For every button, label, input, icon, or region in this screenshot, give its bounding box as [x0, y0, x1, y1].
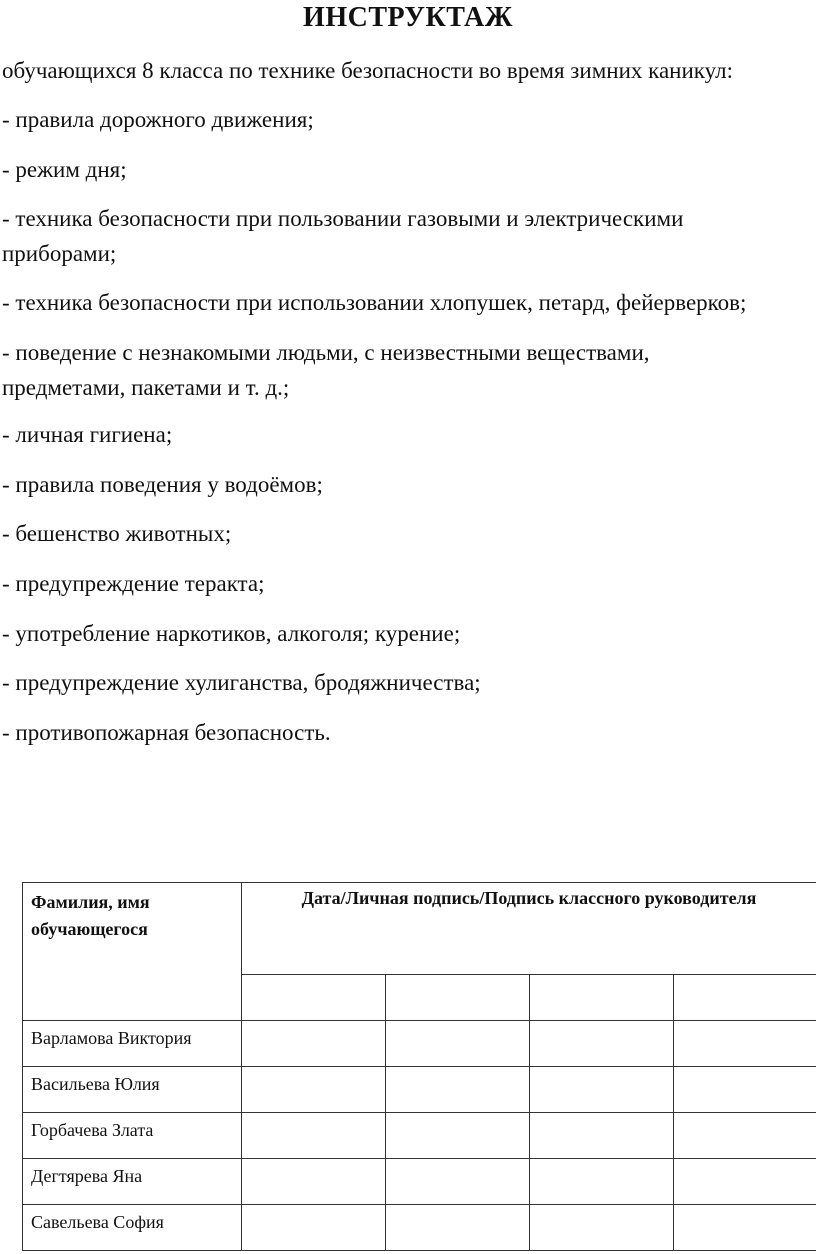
table-header-row: [23, 883, 816, 975]
table-row: [23, 1159, 816, 1205]
list-item: - правила дорожного движения;: [2, 107, 314, 132]
header-student-name: Фамилия, имя обучающегося: [23, 883, 242, 1021]
signature-cell[interactable]: [386, 1067, 530, 1113]
student-name: Дегтярева Яна: [23, 1159, 242, 1205]
list-item: - предупреждение теракта;: [2, 571, 265, 596]
signature-cell[interactable]: [242, 1113, 386, 1159]
table-row: [23, 1067, 816, 1113]
list-item: - бешенство животных;: [2, 521, 232, 546]
student-name: Варламова Виктория: [23, 1021, 242, 1067]
signature-cell[interactable]: [386, 1113, 530, 1159]
signature-cell[interactable]: [674, 1205, 816, 1251]
list-item: - техника безопасности при использовании хлопушек, петард, фейерверков;: [2, 290, 747, 315]
signature-cell[interactable]: [386, 975, 530, 1021]
list-item: - личная гигиена;: [2, 422, 173, 447]
student-name: Горбачева Злата: [23, 1113, 242, 1159]
signature-cell[interactable]: [386, 1021, 530, 1067]
list-item: - режим дня;: [2, 157, 127, 182]
signature-cell[interactable]: [674, 1067, 816, 1113]
signature-cell[interactable]: [530, 1159, 674, 1205]
signature-cell[interactable]: [674, 1113, 816, 1159]
signature-cell[interactable]: [386, 1159, 530, 1205]
signature-cell[interactable]: [674, 1021, 816, 1067]
signature-cell[interactable]: [530, 1021, 674, 1067]
list-item: - противопожарная безопасность.: [2, 720, 331, 745]
signature-cell[interactable]: [530, 1205, 674, 1251]
table-row: [23, 1205, 816, 1251]
list-item: - поведение с незнакомыми людьми, с неизвестными веществами, предметами, пакетами и т. д.;: [2, 340, 650, 400]
list-item: - техника безопасности при пользовании газовыми и электрическими приборами;: [2, 206, 684, 266]
student-name: Савельева София: [23, 1205, 242, 1251]
signature-cell[interactable]: [674, 1159, 816, 1205]
signature-cell[interactable]: [242, 1159, 386, 1205]
header-date-signature: Дата/Личная подпись/Подпись классного руководителя: [242, 883, 816, 975]
table-row: [23, 1113, 816, 1159]
signature-cell[interactable]: [674, 975, 816, 1021]
table-row: [23, 1021, 816, 1067]
signature-cell[interactable]: [386, 1205, 530, 1251]
intro-text: обучающихся 8 класса по технике безопасности во время зимних каникул:: [2, 58, 733, 83]
instruction-journal-table: [22, 882, 816, 1251]
signature-cell[interactable]: [530, 1113, 674, 1159]
signature-cell[interactable]: [242, 975, 386, 1021]
signature-cell[interactable]: [242, 1067, 386, 1113]
list-item: - употребление наркотиков, алкоголя; курение;: [2, 621, 461, 646]
signature-cell[interactable]: [530, 1067, 674, 1113]
page-title: ИНСТРУКТАЖ: [303, 2, 513, 33]
student-name: Васильева Юлия: [23, 1067, 242, 1113]
signature-cell[interactable]: [242, 1205, 386, 1251]
list-item: - правила поведения у водоёмов;: [2, 472, 323, 497]
signature-cell[interactable]: [242, 1021, 386, 1067]
list-item: - предупреждение хулиганства, бродяжничества;: [2, 670, 481, 695]
signature-cell[interactable]: [530, 975, 674, 1021]
